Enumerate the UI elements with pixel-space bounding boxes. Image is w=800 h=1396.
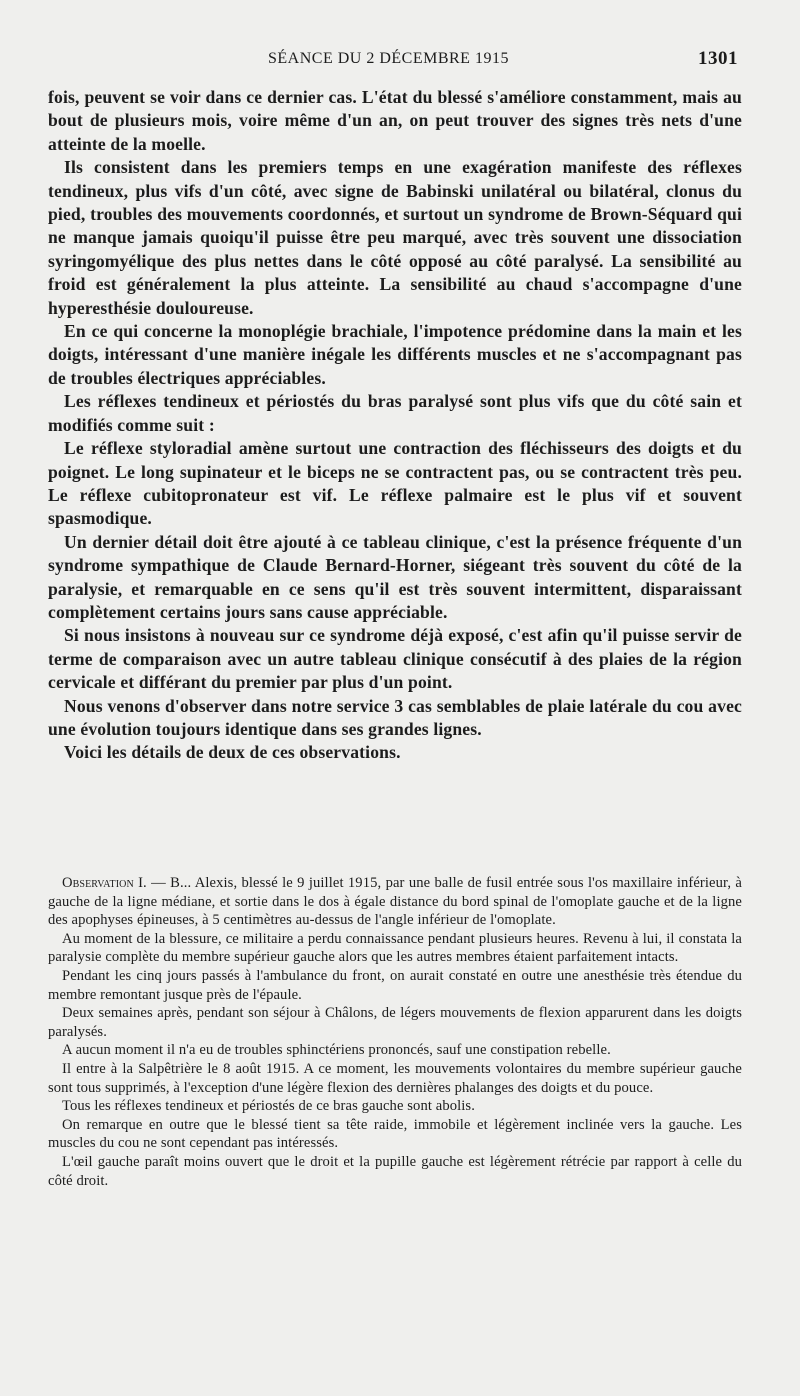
paragraph: Ils consistent dans les premiers temps en une exagération manifeste des réflexes tendineux, plus vifs d'un côté, avec signe de Babinski unilatéral ou bilatéral, clonus du pied, troubles des mouvements coordonnés, et surtout un syndrome de Brown-Séquard qui ne manque jamais quoiqu'il puisse être peu marqué, avec très souvent une dissociation syringomyélique des plus nettes dans le côté opposé au côté paralysé. La sensibilité au froid est généralement la plus atteinte. La sensibilité au chaud s'accompagne d'une hyperesthésie douloureuse. xyxy=(48,157,742,318)
paragraph: Le réflexe styloradial amène surtout une contraction des fléchisseurs des doigts et du poignet. Le long supinateur et le biceps ne se contractent pas, ou se contractent très peu. Le réflexe cubitopronateur est vif. Le réflexe palmaire est le plus vif et souvent spasmodique. xyxy=(48,438,742,529)
observation-paragraph: L'œil gauche paraît moins ouvert que le droit et la pupille gauche est légèrement rétrécie par rapport à celle du côté droit. xyxy=(48,1153,742,1189)
paragraph: Voici les détails de deux de ces observations. xyxy=(64,742,401,763)
observation-paragraph: Deux semaines après, pendant son séjour à Châlons, de légers mouvements de flexion apparurent dans les doigts paralysés. xyxy=(48,1005,742,1040)
paragraph: Les réflexes tendineux et périostés du bras paralysé sont plus vifs que du côté sain et modifiés comme suit : xyxy=(48,391,742,435)
page-number: 1301 xyxy=(698,48,738,69)
observation-paragraph: Il entre à la Salpêtrière le 8 août 1915. A ce moment, les mouvements volontaires du membre supérieur gauche sont tous supprimés, à l'exception d'une légère flexion des dernières phalanges des doigts et du pouce. xyxy=(48,1060,742,1096)
observation-heading: Observation I. xyxy=(62,875,147,891)
running-header xyxy=(48,50,742,74)
paragraph: Nous venons d'observer dans notre service 3 cas semblables de plaie latérale du cou avec une évolution toujours identique dans ses grandes lignes. xyxy=(48,695,742,739)
main-text xyxy=(48,86,742,765)
observation-paragraph: Pendant les cinq jours passés à l'ambulance du front, on aurait constaté en outre une anesthésie très étendue du membre remontant jusque près de l'épaule. xyxy=(48,967,742,1003)
paragraph: En ce qui concerne la monoplégie brachiale, l'impotence prédomine dans la main et les doigts, intéressant d'une manière inégale les différents muscles et ne s'accompagnant pas de troubles électriques appréciables. xyxy=(48,321,742,388)
observation-section xyxy=(48,874,742,1190)
observation-paragraph: On remarque en outre que le blessé tient sa tête raide, immobile et légèrement inclinée vers la gauche. Les muscles du cou ne sont cependant pas intéressés. xyxy=(48,1116,742,1152)
observation-paragraph: Au moment de la blessure, ce militaire a perdu connaissance pendant plusieurs heures. Revenu à lui, il constata la paralysie complète du membre supérieur gauche alors que les autres membres étaient parfaitement intacts. xyxy=(48,930,742,966)
paragraph: Si nous insistons à nouveau sur ce syndrome déjà exposé, c'est afin qu'il puisse servir de terme de comparaison avec un autre tableau clinique consécutif à des plaies de la région cervicale et différant du premier par plus d'un point. xyxy=(48,625,742,693)
paragraph: fois, peuvent se voir dans ce dernier cas. L'état du blessé s'améliore constamment, mais au bout de plusieurs mois, voire même d'un an, on peut trouver des signes très nets d'une atteinte de la moelle. xyxy=(48,87,742,154)
paragraph: Un dernier détail doit être ajouté à ce tableau clinique, c'est la présence fréquente d'un syndrome sympathique de Claude Bernard-Horner, siégeant très souvent du côté de la paralysie, et remarquable en ce sens qu'il est très souvent intermittent, disparaissant complètement certains jours sans cause appréciable. xyxy=(48,531,742,622)
observation-paragraph xyxy=(48,874,742,930)
running-title: SÉANCE DU 2 DÉCEMBRE 1915 xyxy=(268,50,509,67)
observation-paragraph: A aucun moment il n'a eu de troubles sphinctériens prononcés, sauf une constipation rebelle. xyxy=(62,1042,611,1059)
observation-text: — B... Alexis, blessé le 9 juillet 1915, par une balle de fusil entrée sous l'os maxillaire inférieur, à gauche de la ligne médiane, et sortie dans le dos à égale distance du bord spinal de l'omoplate gauche et de la ligne des apophyses épineuses, à 5 centimètres au-dessus de l'angle inférieur de l'omoplate. xyxy=(48,875,743,929)
observation-paragraph: Tous les réflexes tendineux et périostés de ce bras gauche sont abolis. xyxy=(62,1098,475,1115)
